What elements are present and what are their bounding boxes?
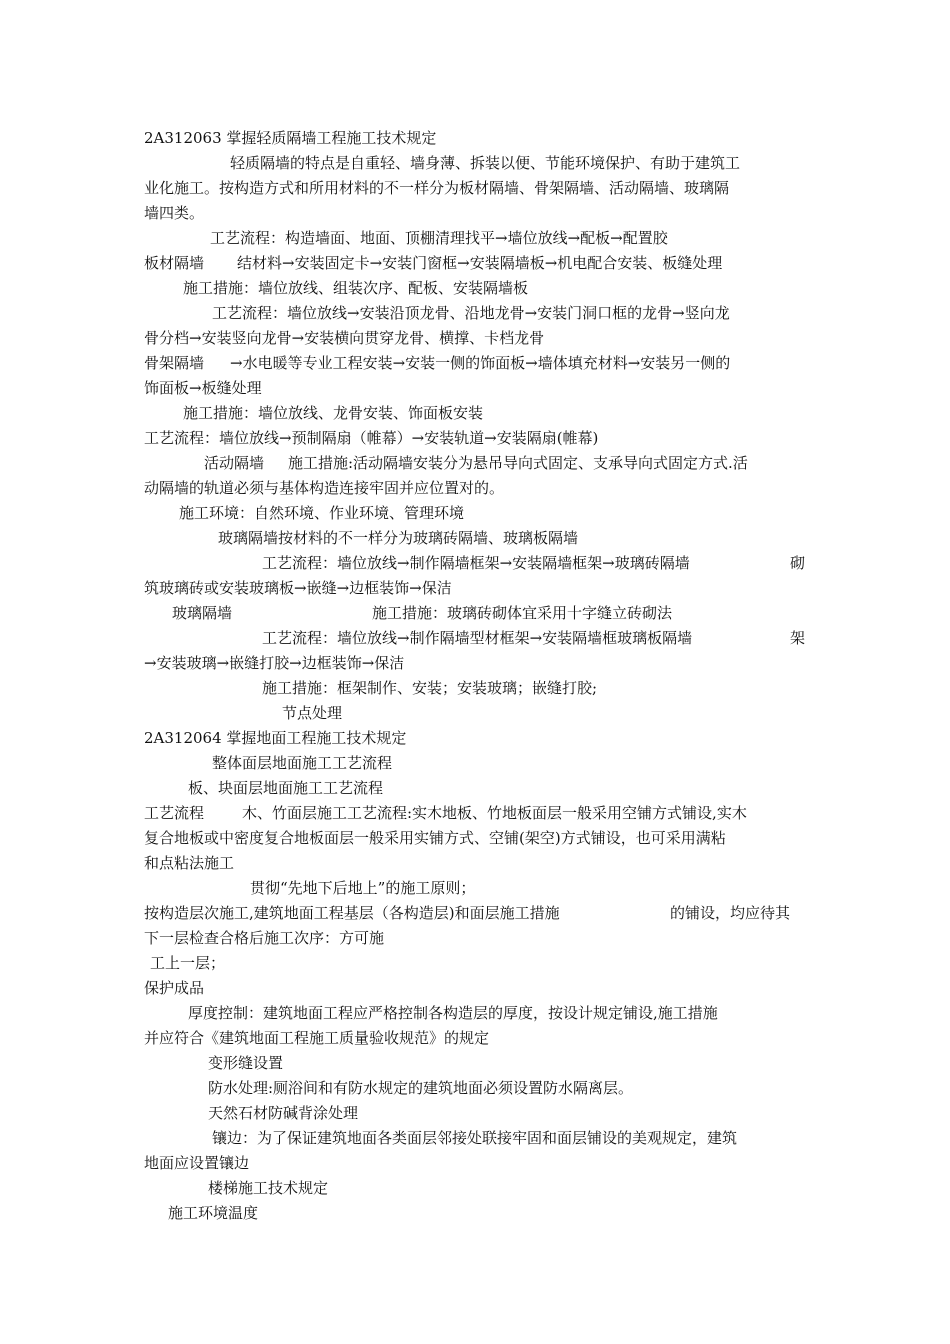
- text-line: 施工措施:活动隔墙安装分为悬吊导向式固定、支承导向式固定方式.活: [288, 454, 748, 472]
- section-label: 骨架隔墙: [144, 354, 205, 372]
- text-fragment: 架: [790, 629, 806, 647]
- text-line: 并应符合《建筑地面工程施工质量验收规范》的规定: [144, 1029, 490, 1047]
- text-line: 施工措施：墙位放线、龙骨安装、饰面板安装: [183, 404, 484, 422]
- text-line: 玻璃隔墙按材料的不一样分为玻璃砖隔墙、玻璃板隔墙: [218, 529, 579, 547]
- text-line: 工艺流程：墙位放线→制作隔墙型材框架→安装隔墙框玻璃板隔墙: [262, 629, 693, 647]
- text-line: 复合地板或中密度复合地板面层一般采用实铺方式、空铺(架空)方式铺设，也可采用满粘: [144, 829, 726, 847]
- text-line: →安装玻璃→嵌缝打胶→边框装饰→保洁: [144, 654, 405, 672]
- section-label: 工艺流程: [144, 804, 205, 822]
- text-line: 饰面板→板缝处理: [144, 379, 262, 397]
- section-label: 活动隔墙: [204, 454, 265, 472]
- text-line: 和点粘法施工: [144, 854, 235, 872]
- text-fragment: 的铺设，均应待其: [670, 904, 791, 922]
- text-line: 下一层检查合格后施工次序：方可施: [144, 929, 385, 947]
- text-line: 保护成品: [144, 979, 205, 997]
- heading-2A312063: 2A312063 掌握轻质隔墙工程施工技术规定: [144, 129, 437, 147]
- text-fragment: 砌: [790, 554, 806, 572]
- text-line: 楼梯施工技术规定: [208, 1179, 329, 1197]
- text-line: 防水处理:厕浴间和有防水规定的建筑地面必须设置防水隔离层。: [208, 1079, 634, 1097]
- text-line: 施工措施：框架制作、安装；安装玻璃；嵌缝打胶;: [262, 679, 598, 697]
- text-line: 墙四类。: [144, 204, 205, 222]
- text-line: 贯彻“先地下后地上”的施工原则；: [250, 879, 476, 897]
- text-line: →水电暖等专业工程安装→安装一侧的饰面板→墙体填充材料→安装另一侧的: [230, 354, 731, 372]
- text-line: 工艺流程：墙位放线→安装沿顶龙骨、沿地龙骨→安装门洞口框的龙骨→竖向龙: [212, 304, 730, 322]
- text-line: 镶边：为了保证建筑地面各类面层邻接处联接牢固和面层铺设的美观规定，建筑: [212, 1129, 738, 1147]
- text-line: 骨分档→安装竖向龙骨→安装横向贯穿龙骨、横撑、卡档龙骨: [144, 329, 545, 347]
- text-line: 动隔墙的轨道必须与基体构造连接牢固并应位置对的。: [144, 479, 505, 497]
- text-line: 施工环境温度: [168, 1204, 259, 1222]
- text-line: 按构造层次施工,建筑地面工程基层（各构造层)和面层施工措施: [144, 904, 560, 922]
- text-line: 施工措施：玻璃砖砌体宜采用十字缝立砖砌法: [372, 604, 673, 622]
- text-line: 整体面层地面施工工艺流程: [212, 754, 393, 772]
- heading-2A312064: 2A312064 掌握地面工程施工技术规定: [144, 729, 407, 747]
- text-line: 工艺流程：墙位放线→预制隔扇（帷幕）→安装轨道→安装隔扇(帷幕): [144, 429, 599, 447]
- text-line: 厚度控制：建筑地面工程应严格控制各构造层的厚度，按设计规定铺设,施工措施: [188, 1004, 718, 1022]
- text-line: 轻质隔墙的特点是自重轻、墙身薄、拆装以便、节能环境保护、有助于建筑工: [230, 154, 741, 172]
- text-line: 工艺流程：构造墙面、地面、顶棚清理找平→墙位放线→配板→配置胶: [210, 229, 668, 247]
- section-label: 板材隔墙: [144, 254, 205, 272]
- text-line: 工上一层；: [150, 954, 226, 972]
- text-line: 施工环境：自然环境、作业环境、管理环境: [179, 504, 465, 522]
- text-line: 板、块面层地面施工工艺流程: [188, 779, 384, 797]
- text-line: 施工措施：墙位放线、组装次序、配板、安装隔墙板: [183, 279, 529, 297]
- text-line: 筑玻璃砖或安装玻璃板→嵌缝→边框装饰→保洁: [144, 579, 452, 597]
- text-line: 变形缝设置: [208, 1054, 284, 1072]
- section-label: 玻璃隔墙: [172, 604, 233, 622]
- text-line: 木、竹面层施工工艺流程:实木地板、竹地板面层一般采用空铺方式铺设,实木: [242, 804, 747, 822]
- text-line: 业化施工。按构造方式和所用材料的不一样分为板材隔墙、骨架隔墙、活动隔墙、玻璃隔: [144, 179, 730, 197]
- text-line: 工艺流程：墙位放线→制作隔墙框架→安装隔墙框架→玻璃砖隔墙: [262, 554, 690, 572]
- text-line: 结材料→安装固定卡→安装门窗框→安装隔墙板→机电配合安装、板缝处理: [237, 254, 723, 272]
- text-line: 节点处理: [282, 704, 343, 722]
- text-line: 天然石材防碱背涂处理: [208, 1104, 359, 1122]
- text-line: 地面应设置镶边: [144, 1154, 250, 1172]
